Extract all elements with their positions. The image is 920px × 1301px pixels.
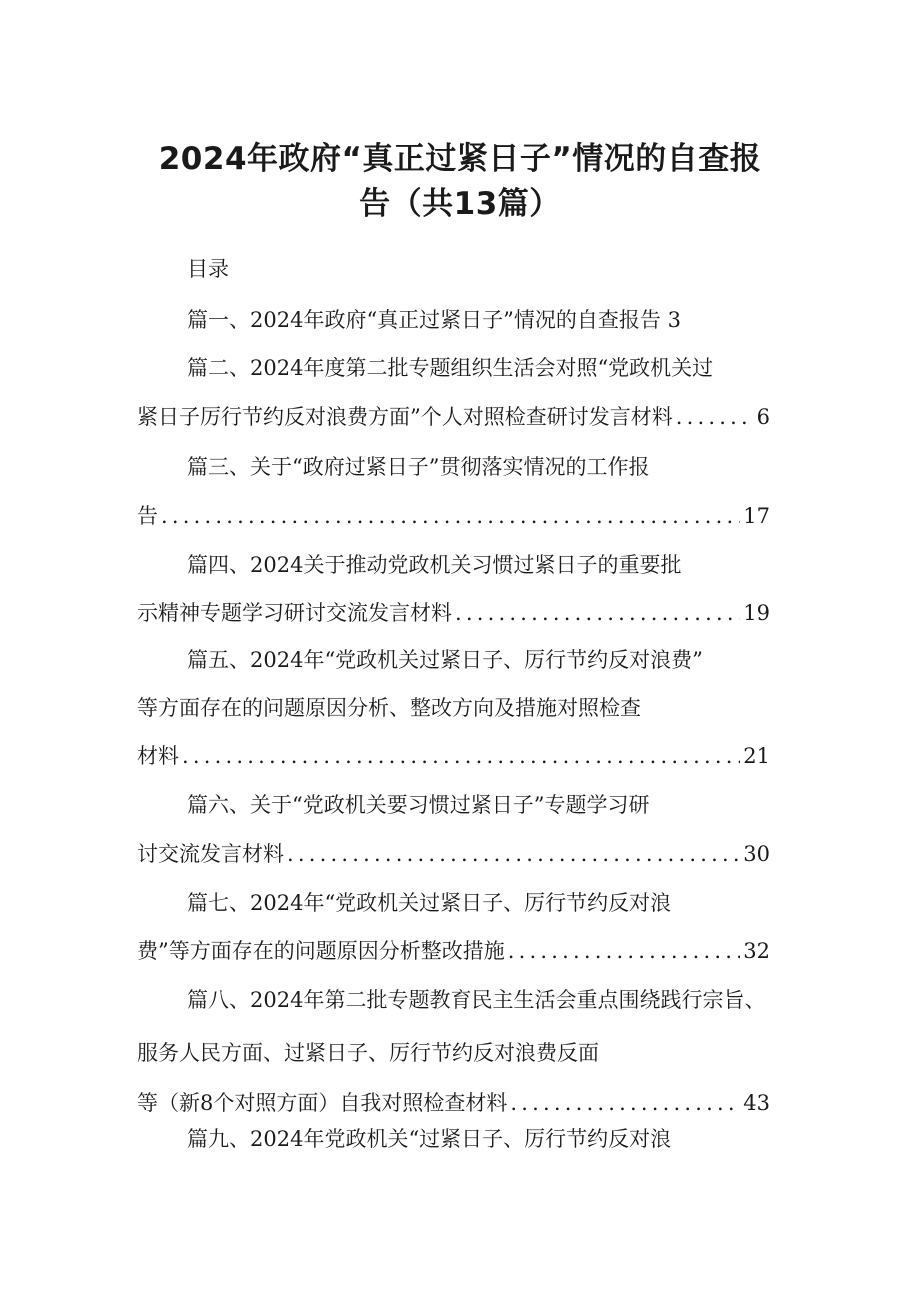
dot-leader [287,839,740,869]
toc-entry-8-line-3 [137,1088,770,1118]
toc-entry-8-line-1: 篇八、2024年第二批专题教育民主生活会重点围绕践行宗旨、 [187,988,766,1012]
toc-entry-3-line-2 [137,501,770,531]
toc-entry-7-line-1: 篇七、2024年“党政机关过紧日子、厉行节约反对浪 [187,891,672,915]
dot-leader [182,741,740,771]
toc-entry-text: 材料 [137,744,179,768]
toc-page-number: 17 [743,504,770,528]
toc-entry-8-line-2: 服务人民方面、过紧日子、厉行节约反对浪费反面 [137,1041,599,1065]
toc-page-number: 32 [743,939,770,963]
dot-leader [676,402,754,432]
toc-entry-5-line-3 [137,741,770,771]
toc-entry-5-line-1: 篇五、2024年“党政机关过紧日子、厉行节约反对浪费” [187,648,703,672]
toc-entry-4-line-1: 篇四、2024关于推动党政机关习惯过紧日子的重要批 [187,553,682,577]
dot-leader [508,936,741,966]
toc-entry-2-line-1: 篇二、2024年度第二批专题组织生活会对照“党政机关过 [187,356,714,380]
toc-entry-6-line-2 [137,839,770,869]
toc-heading: 目录 [187,257,229,281]
toc-page-number: 6 [756,405,770,429]
toc-page-number: 30 [743,842,770,866]
toc-entry-text: 讨交流发言材料 [137,842,284,866]
document-title-line-2: 告（共13篇） [359,186,561,222]
toc-entry-text: 告 [137,504,158,528]
toc-entry-6-line-1: 篇六、关于“党政机关要习惯过紧日子”专题学习研 [187,793,650,817]
toc-entry-text: 等（新8个对照方面）自我对照检查材料 [137,1091,508,1115]
toc-entry-9-line-1: 篇九、2024年党政机关“过紧日子、厉行节约反对浪 [187,1127,672,1151]
toc-entry-4-line-2 [137,598,770,628]
toc-entry-text: 费”等方面存在的问题原因分析整改措施 [137,939,505,963]
document-title-line-1: 2024年政府“真正过紧日子”情况的自查报 [158,141,762,177]
toc-entry-1: 篇一、2024年政府“真正过紧日子”情况的自查报告 3 [187,308,681,332]
toc-page-number: 43 [743,1091,770,1115]
dot-leader [510,1088,740,1118]
toc-entry-3-line-1: 篇三、关于“政府过紧日子”贯彻落实情况的工作报 [187,455,650,479]
dot-leader [455,598,740,628]
toc-entry-text: 示精神专题学习研讨交流发言材料 [137,601,452,625]
toc-entry-5-line-2: 等方面存在的问题原因分析、整改方向及措施对照检查 [137,696,641,720]
toc-entry-7-line-2 [137,936,770,966]
toc-entry-text: 紧日子厉行节约反对浪费方面”个人对照检查研讨发言材料 [137,405,673,429]
toc-entry-2-line-2 [137,402,770,432]
dot-leader [161,501,740,531]
toc-page-number: 19 [743,601,770,625]
toc-page-number: 21 [743,744,770,768]
